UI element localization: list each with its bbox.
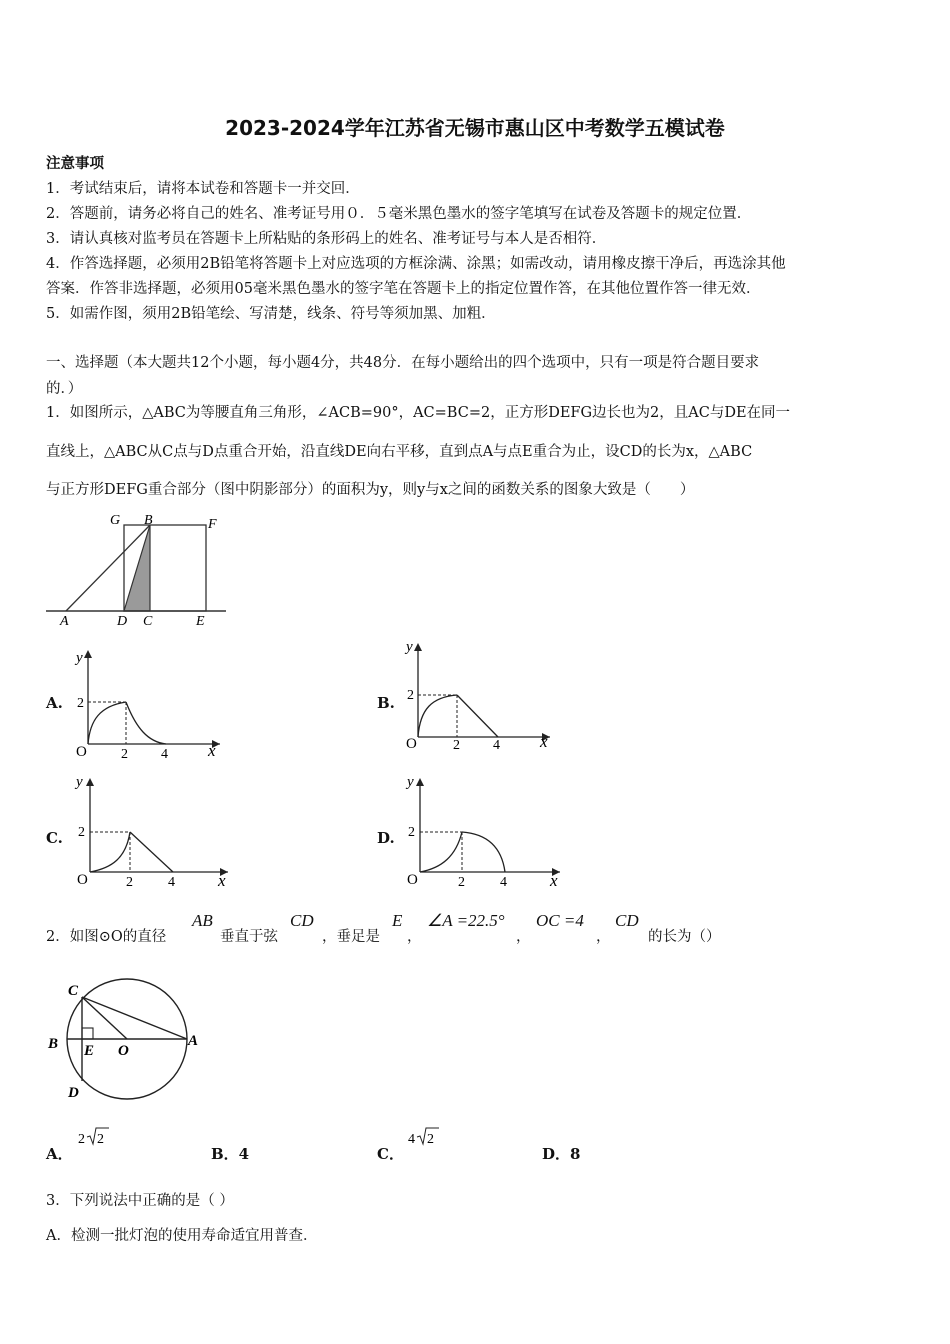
q2-comma: ，	[596, 929, 611, 945]
label-c: C	[143, 614, 153, 629]
svg-text:C: C	[68, 983, 79, 999]
label-d: D	[117, 614, 128, 629]
svg-text:y: y	[407, 774, 414, 790]
option-b-label: B.	[377, 694, 395, 712]
notice-item: 答案．作答非选择题，必须用05毫米黑色墨水的签字笔在答题卡上的指定位置作答，在其他位置作答一律无效．	[46, 281, 761, 297]
q3-option-a: A．检测一批灯泡的使用寿命适宜用普查．	[46, 1228, 318, 1244]
q1-stem: 1．如图所示，△ABC为等腰直角三角形，∠ACB=90°，AC=BC=2，正方形DEFG边长也为2，且AC与DE在同一	[46, 405, 791, 421]
svg-text:O: O	[118, 1043, 129, 1059]
section-heading-cont: 的．）	[46, 381, 83, 397]
q2-figure	[44, 975, 214, 1105]
q2-cd: CD	[290, 911, 314, 930]
q2-angle: ∠A =22.5°	[427, 911, 505, 930]
notice-item: 4．作答选择题，必须用2B铅笔将答题卡上对应选项的方框涂满、涂黑；如需改动，请用橡皮擦干净后，再选涂其他	[46, 256, 786, 272]
svg-text:B: B	[48, 1036, 59, 1052]
svg-text:4: 4	[161, 747, 168, 760]
svg-text:4: 4	[500, 875, 507, 890]
svg-text:y: y	[76, 774, 83, 790]
page-title: 2023-2024学年江苏省无锡市惠山区中考数学五模试卷	[225, 116, 725, 140]
q2-option-d: D．8	[542, 1145, 581, 1163]
q2-option-c: C．	[377, 1145, 404, 1163]
label-g: G	[110, 513, 121, 528]
q2-prefix: 2．如图⊙O的直径	[46, 929, 167, 945]
svg-text:E: E	[84, 1043, 95, 1059]
graph-a	[70, 644, 230, 760]
q2-ab: AB	[192, 911, 213, 930]
option-a-label: A.	[46, 694, 63, 712]
label-a: A	[60, 614, 69, 629]
q2-e: E	[392, 911, 403, 930]
graph-b	[400, 637, 560, 753]
q2-suffix: 的长为（）	[648, 929, 721, 945]
svg-text:2: 2	[458, 875, 465, 890]
svg-text:2: 2	[121, 747, 128, 760]
svg-text:2: 2	[453, 738, 460, 753]
q2-option-c-value	[406, 1125, 442, 1149]
q2-option-b: B．4	[211, 1145, 250, 1163]
q2-mid2: ，垂足是	[322, 929, 380, 945]
q1-stem: 与正方形DEFG重合部分（图中阴影部分）的面积为y，则y与x之间的函数关系的图象大致是（ ）	[46, 482, 695, 498]
svg-text:O: O	[76, 744, 87, 760]
svg-text:D: D	[68, 1085, 79, 1101]
svg-text:x: x	[550, 871, 558, 890]
q2-comma: ，	[407, 929, 422, 945]
label-b: B	[144, 513, 153, 528]
svg-text:2: 2	[408, 825, 415, 840]
section-heading: 一、选择题（本大题共12个小题，每小题4分，共48分．在每小题给出的四个选项中，只有一项是符合题目要求	[46, 355, 760, 371]
svg-text:O: O	[407, 872, 418, 888]
svg-text:2: 2	[126, 875, 133, 890]
svg-text:O: O	[77, 872, 88, 888]
q2-option-a-value	[76, 1125, 112, 1149]
svg-text:2: 2	[78, 825, 85, 840]
svg-text:O: O	[406, 736, 417, 752]
graph-c	[70, 772, 240, 892]
notice-item: 1．考试结束后，请将本试卷和答题卡一并交回．	[46, 181, 360, 197]
q2-cd2: CD	[615, 911, 639, 930]
svg-text:x: x	[218, 871, 226, 890]
notice-item: 2．答题前，请务必将自己的姓名、准考证号用０．５毫米黑色墨水的签字笔填写在试卷及答题卡的规定位置．	[46, 206, 752, 222]
notice-item: 3．请认真核对监考员在答题卡上所粘贴的条形码上的姓名、准考证号与本人是否相符．	[46, 231, 607, 247]
q3-stem: 3．下列说法中正确的是（ ）	[46, 1193, 234, 1209]
notice-item: 5．如需作图，须用2B铅笔绘、写清楚，线条、符号等须加黑、加粗．	[46, 306, 496, 322]
svg-text:y: y	[406, 639, 413, 655]
svg-text:x: x	[540, 732, 548, 751]
q1-figure	[44, 508, 228, 630]
q2-comma: ，	[516, 929, 531, 945]
label-f: F	[208, 517, 217, 532]
svg-text:2: 2	[78, 1132, 85, 1147]
svg-text:4: 4	[408, 1132, 415, 1147]
svg-text:x: x	[208, 741, 216, 760]
q2-mid1: 垂直于弦	[220, 929, 278, 945]
svg-text:2: 2	[77, 696, 84, 711]
option-c-label: C.	[46, 829, 63, 847]
svg-text:2: 2	[427, 1132, 434, 1147]
svg-text:2: 2	[97, 1132, 104, 1147]
svg-text:y: y	[76, 650, 83, 666]
q2-oc: OC =4	[536, 911, 584, 930]
option-d-label: D.	[377, 829, 395, 847]
label-e: E	[196, 614, 205, 629]
notice-heading: 注意事项	[46, 155, 104, 172]
svg-text:A: A	[188, 1033, 199, 1049]
svg-text:4: 4	[168, 875, 175, 890]
q1-stem: 直线上，△ABC从C点与D点重合开始，沿直线DE向右平移，直到点A与点E重合为止，设CD的长为x，△ABC	[46, 444, 753, 460]
q2-option-a: A．	[46, 1145, 73, 1163]
svg-text:4: 4	[493, 738, 500, 753]
svg-text:2: 2	[407, 688, 414, 703]
graph-d	[402, 772, 572, 892]
